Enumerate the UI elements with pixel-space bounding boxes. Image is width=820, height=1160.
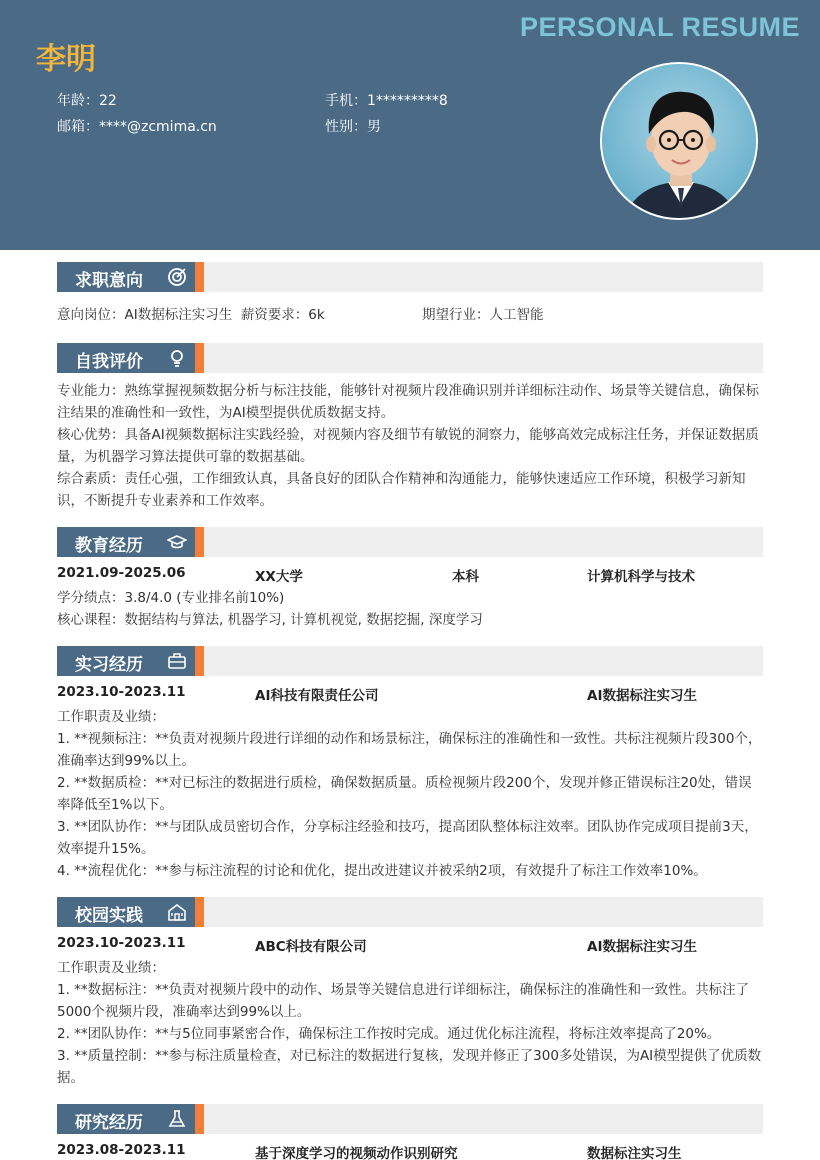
self-eval-professional: 专业能力：熟练掌握视频数据分析与标注技能，能够针对视频片段准确识别并详细标注动作、场景等关键信息，确保标注结果的准确性和一致性，为AI模型提供优质数据支持。 (57, 383, 759, 421)
graduation-cap-icon (167, 532, 187, 552)
research-role: 数据标注实习生 (587, 1146, 682, 1160)
section-title-self: 自我评价 (75, 352, 143, 372)
target-icon (167, 267, 187, 287)
school-building-icon (167, 902, 187, 922)
briefcase-icon (167, 651, 187, 671)
age-info: 年龄：22 (57, 93, 117, 109)
education-school: XX大学 (255, 569, 303, 585)
campus-company: ABC科技有限公司 (255, 939, 367, 955)
section-research (57, 1104, 763, 1134)
intent-salary: 薪资要求：6k (240, 307, 325, 323)
internship-duty-2: 2. **数据质检：**对已标注的数据进行质检，确保数据质量。质检视频片段200个，发现并修正错误标注20处，错误率降低至1%以下。 (57, 775, 752, 813)
section-accent (195, 262, 204, 292)
campus-row (57, 933, 765, 955)
resume-tag: PERSONAL RESUME (519, 12, 800, 42)
flask-icon (167, 1109, 187, 1129)
intent-industry: 期望行业：人工智能 (422, 307, 544, 323)
gender-info: 性别：男 (325, 119, 381, 135)
phone-info: 手机：1*********8 (325, 93, 448, 109)
education-degree: 本科 (452, 569, 479, 585)
section-title-internship: 实习经历 (75, 655, 143, 675)
section-title-intent: 求职意向 (75, 271, 143, 291)
research-project: 基于深度学习的视频动作识别研究 (255, 1146, 458, 1160)
campus-duties-label: 工作职责及业绩： (57, 960, 165, 976)
self-eval-strength: 核心优势：具备AI视频数据标注实践经验，对视频内容及细节有敏锐的洞察力，能够高效完成标注任务，并保证数据质量，为机器学习算法提供可靠的数据基础。 (57, 427, 759, 465)
campus-date: 2023.10-2023.11 (57, 935, 186, 951)
internship-duty-4: 4. **流程优化：**参与标注流程的讨论和优化，提出改进建议并被采纳2项，有效提升了标注工作效率10%。 (57, 863, 707, 879)
self-eval-quality: 综合素质：责任心强，工作细致认真，具备良好的团队合作精神和沟通能力，能够快速适应工作环境，积极学习新知识，不断提升专业素养和工作效率。 (57, 471, 746, 509)
section-education (57, 527, 763, 557)
section-campus (57, 897, 763, 927)
internship-row (57, 682, 765, 704)
section-title-campus: 校园实践 (75, 906, 143, 926)
education-row (57, 563, 765, 585)
research-date: 2023.08-2023.11 (57, 1142, 186, 1158)
email-info: 邮箱：****@zcmima.cn (57, 119, 217, 135)
internship-duty-1: 1. **视频标注：**负责对视频片段进行详细的动作和场景标注，确保标注的准确性和一致性。共标注视频片段300个，准确率达到99%以上。 (57, 731, 762, 769)
education-major: 计算机科学与技术 (587, 569, 695, 585)
avatar-portrait-icon (602, 64, 758, 220)
candidate-name: 李明 (36, 42, 96, 77)
internship-duties-label: 工作职责及业绩： (57, 709, 165, 725)
section-self (57, 343, 763, 373)
section-title-education: 教育经历 (75, 536, 143, 556)
education-gpa: 学分绩点：3.8/4.0 (专业排名前10%) (57, 590, 285, 606)
section-intent (57, 262, 763, 292)
campus-role: AI数据标注实习生 (587, 939, 697, 955)
section-title-research: 研究经历 (75, 1113, 143, 1133)
internship-duty-3: 3. **团队协作：**与团队成员密切合作，分享标注经验和技巧，提高团队整体标注效率。团队协作完成项目提前3天，效率提升15%。 (57, 819, 758, 857)
internship-role: AI数据标注实习生 (587, 688, 697, 704)
internship-date: 2023.10-2023.11 (57, 684, 186, 700)
education-date: 2021.09-2025.06 (57, 565, 186, 581)
section-internship (57, 646, 763, 676)
research-row (57, 1140, 765, 1160)
lightbulb-icon (167, 348, 187, 368)
education-courses: 核心课程：数据结构与算法, 机器学习, 计算机视觉, 数据挖掘, 深度学习 (57, 612, 483, 628)
intent-position: 意向岗位：AI数据标注实习生 薪资要求：6k (57, 307, 325, 323)
campus-duty-2: 2. **团队协作：**与5位同事紧密合作，确保标注工作按时完成。通过优化标注流程，将标注效率提高了20%。 (57, 1026, 721, 1042)
campus-duty-3: 3. **质量控制：**参与标注质量检查，对已标注的数据进行复核，发现并修正了300多处错误，为AI模型提供了优质数据。 (57, 1048, 762, 1086)
header (0, 0, 820, 250)
internship-company: AI科技有限责任公司 (255, 688, 379, 704)
avatar (600, 62, 758, 220)
campus-duty-1: 1. **数据标注：**负责对视频片段中的动作、场景等关键信息进行详细标注，确保标注的准确性和一致性。共标注了5000个视频片段，准确率达到99%以上。 (57, 982, 750, 1020)
